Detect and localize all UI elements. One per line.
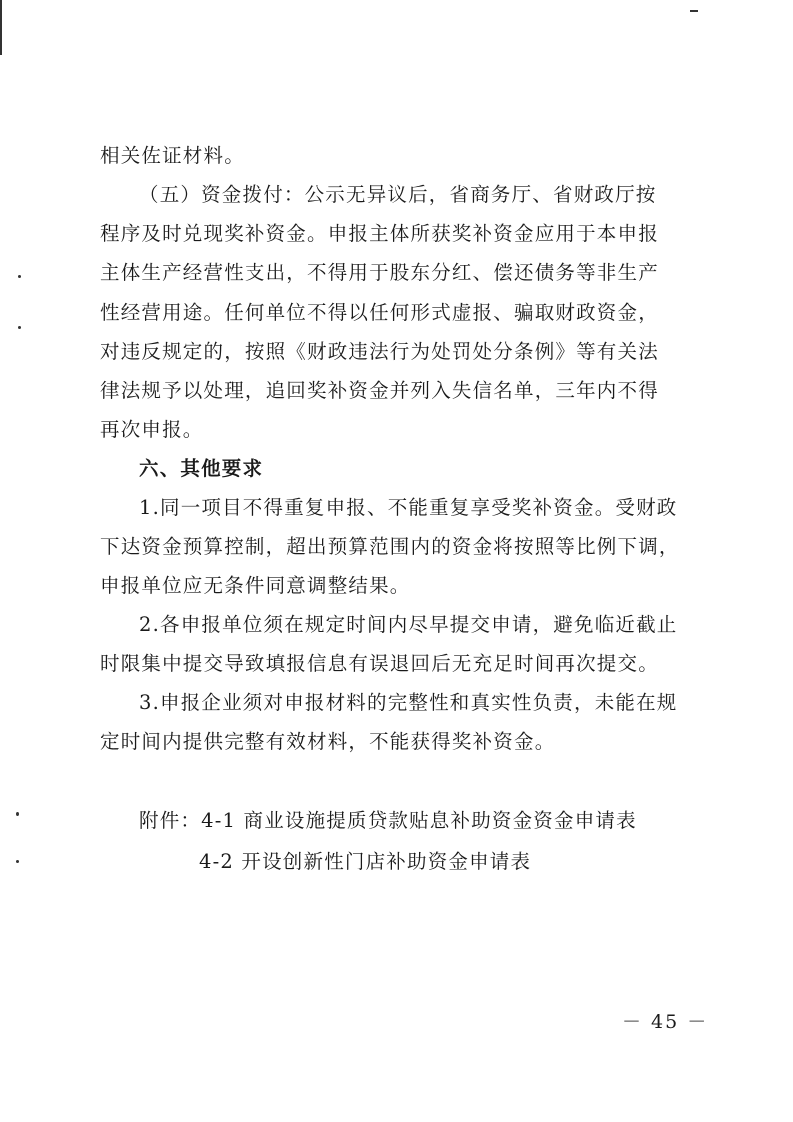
body-line: （五）资金拨付：公示无异议后，省商务厅、省财政厅按: [139, 183, 657, 206]
scan-dot-mark: [18, 275, 21, 278]
annex-line-1: 附件：4-1 商业设施提质贷款贴息补助资金资金申请表: [139, 809, 637, 832]
scan-dot-mark: [16, 860, 19, 863]
section-heading: 六、其他要求: [139, 457, 264, 480]
body-line: 主体生产经营性支出，不得用于股东分红、偿还债务等非生产: [100, 261, 659, 284]
body-line: 再次申报。: [100, 418, 204, 441]
body-line: 性经营用途。任何单位不得以任何形式虚报、骗取财政资金，: [100, 301, 659, 324]
page-number: － 45 －: [622, 1011, 709, 1033]
body-line: 下达资金预算控制，超出预算范围内的资金将按照等比例下调，: [100, 535, 680, 558]
scan-dot-mark: [18, 326, 21, 329]
body-line: 申报单位应无条件同意调整结果。: [100, 574, 411, 597]
body-line: 3.申报企业须对申报材料的完整性和真实性负责，未能在规: [139, 691, 678, 714]
scan-edge-mark: [0, 0, 2, 55]
body-line: 律法规予以处理，追回奖补资金并列入失信名单，三年内不得: [100, 379, 659, 402]
body-line: 对违反规定的，按照《财政违法行为处罚处分条例》等有关法: [100, 340, 659, 363]
body-line: 时限集中提交导致填报信息有误退回后无充足时间再次提交。: [100, 652, 659, 675]
body-line: 定时间内提供完整有效材料，不能获得奖补资金。: [100, 730, 556, 753]
scan-dash-mark: [690, 10, 698, 12]
body-line: 1.同一项目不得重复申报、不能重复享受奖补资金。受财政: [139, 496, 678, 519]
body-line: 程序及时兑现奖补资金。申报主体所获奖补资金应用于本申报: [100, 222, 659, 245]
annex-line-2: 4-2 开设创新性门店补助资金申请表: [199, 850, 532, 873]
scan-dot-mark: [16, 812, 19, 816]
body-line: 相关佐证材料。: [100, 144, 245, 167]
body-line: 2.各申报单位须在规定时间内尽早提交申请，避免临近截止: [139, 613, 678, 636]
